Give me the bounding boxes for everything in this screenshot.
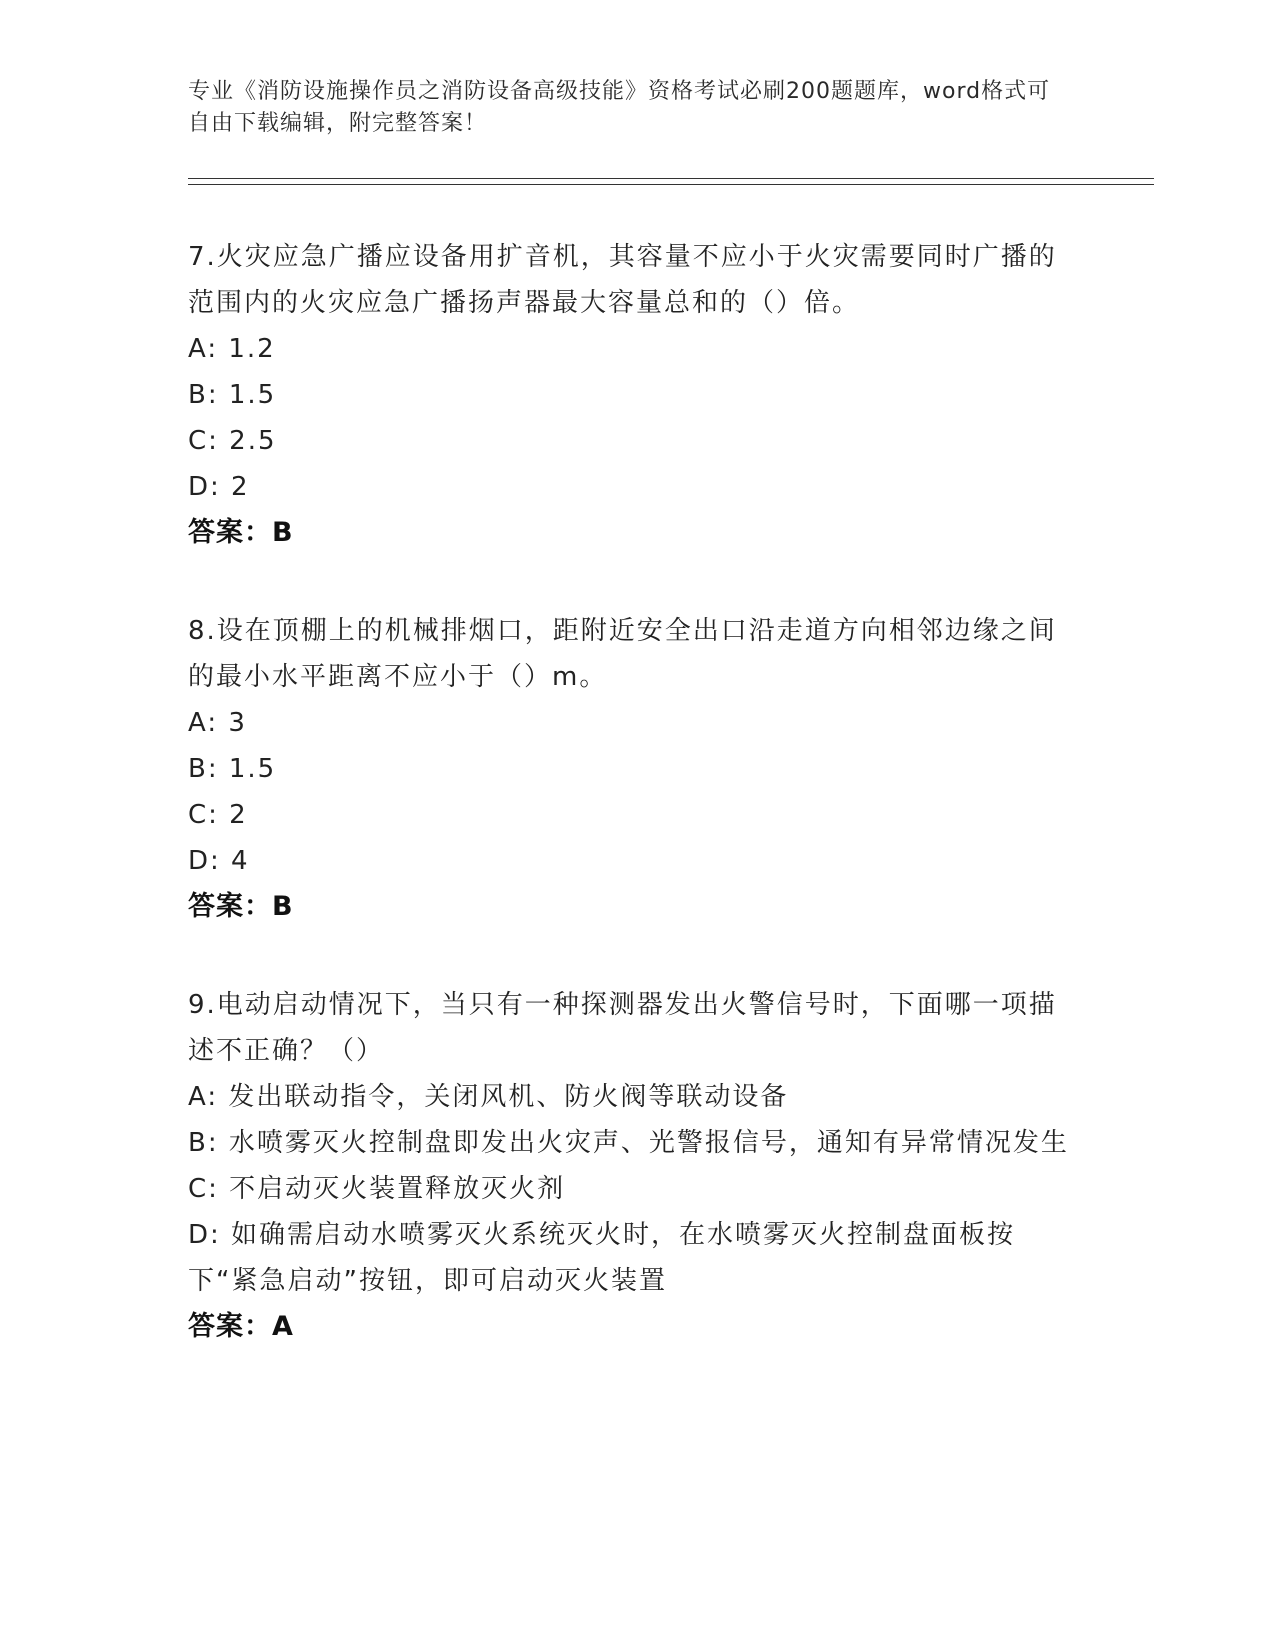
question-stem: 9.电动启动情况下，当只有一种探测器发出火警信号时，下面哪一项描述不正确？（） xyxy=(188,990,1057,1066)
question-8 xyxy=(188,608,1078,930)
option-b: B: 1.5 xyxy=(188,754,277,784)
option-c: C: 2 xyxy=(188,800,248,830)
header-divider xyxy=(188,178,1154,185)
option-a: A: 3 xyxy=(188,708,247,738)
question-list xyxy=(188,234,1078,1402)
option-a: A: 发出联动指令，关闭风机、防火阀等联动设备 xyxy=(188,1082,789,1112)
option-c: C: 不启动灭火装置释放灭火剂 xyxy=(188,1174,566,1204)
question-stem: 8.设在顶棚上的机械排烟口，距附近安全出口沿走道方向相邻边缘之间的最小水平距离不应小于（）m。 xyxy=(188,616,1057,692)
question-7 xyxy=(188,234,1078,556)
option-c: C: 2.5 xyxy=(188,426,277,456)
option-b: B: 水喷雾灭火控制盘即发出火灾声、光警报信号，通知有异常情况发生 xyxy=(188,1128,1069,1158)
option-d: D: 2 xyxy=(188,472,250,502)
question-stem: 7.火灾应急广播应设备用扩音机，其容量不应小于火灾需要同时广播的范围内的火灾应急广播扬声器最大容量总和的（）倍。 xyxy=(188,242,1057,318)
question-9 xyxy=(188,982,1078,1350)
answer-line: 答案：A xyxy=(188,1311,294,1342)
option-d: D: 如确需启动水喷雾灭火系统灭火时，在水喷雾灭火控制盘面板按下“紧急启动”按钮，即可启动灭火装置 xyxy=(188,1220,1016,1296)
option-d: D: 4 xyxy=(188,846,250,876)
answer-line: 答案：B xyxy=(188,891,294,922)
document-header: 专业《消防设施操作员之消防设备高级技能》资格考试必刷200题题库，word格式可自由下载编辑，附完整答案！ xyxy=(188,79,1051,136)
option-a: A: 1.2 xyxy=(188,334,276,364)
option-b: B: 1.5 xyxy=(188,380,277,410)
answer-line: 答案：B xyxy=(188,517,294,548)
